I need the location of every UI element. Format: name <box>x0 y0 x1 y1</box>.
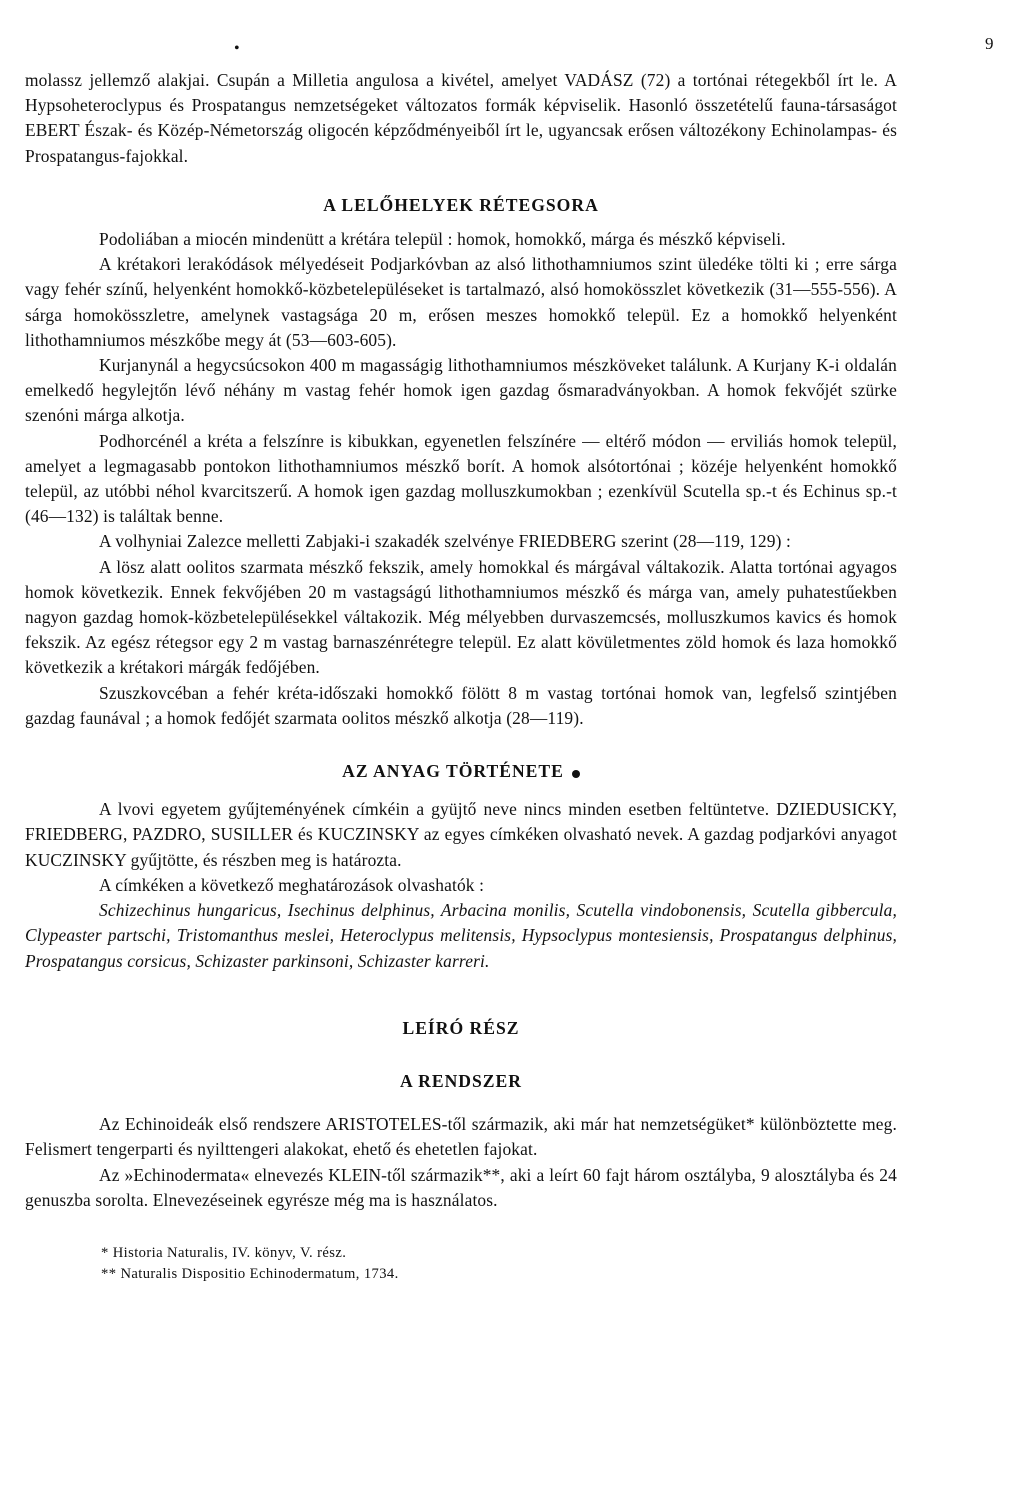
section-heading-retegsora: A LELŐHELYEK RÉTEGSORA <box>323 194 599 215</box>
paragraph: A volhyniai Zalezce melletti Zabjaki-i szakadék szelvénye FRIEDBERG szerint (28—119, 129) : <box>99 531 792 552</box>
section-heading-a-rendszer: A RENDSZER <box>400 1070 522 1091</box>
page-body <box>25 68 897 1285</box>
section-heading-anyag-tortenete <box>25 759 897 784</box>
top-mark: • <box>234 40 240 57</box>
footnote: * Historia Naturalis, IV. könyv, V. rész. <box>101 1244 347 1261</box>
bullet-dot <box>572 770 580 778</box>
paragraph: Podhorcénél a kréta a felszínre is kibukkan, egyenetlen felszínére — eltérő módon — erviliás homok települ, amelyet a legmagasabb pontokon lithothamniumos mészkő borít. A homok alsótortónai ; közéje helyenként homokkő települ, az utóbbi néhol kvarcitszerű. A homok igen gazdag molluszkumokban ; ezenkívül Scutella sp.-t és Echinus sp.-t (46—132) is találtak benne. <box>25 430 897 527</box>
footnotes <box>101 1243 897 1285</box>
paragraph: Az Echinoideák első rendszere ARISTOTELES-től származik, aki már hat nemzetségüket* különböztette meg. Felismert tengerparti és nyilttengeri alakokat, ehető és ehetetlen fajokat. <box>25 1114 897 1160</box>
footnote: ** Naturalis Dispositio Echinodermatum, 1734. <box>101 1265 399 1282</box>
section-heading-text: AZ ANYAG TÖRTÉNETE <box>342 761 564 782</box>
paragraph: Kurjanynál a hegycsúcsokon 400 m magasságig lithothamniumos mészköveket találunk. A Kurjany K-i oldalán emelkedő hegylejtőn lévő néhány m vastag fehér homok igen gazdag ősmaradványokban. A homok fekvőjét szürke szenóni márga alkotja. <box>25 355 897 426</box>
paragraph: Podoliában a miocén mindenütt a krétára települ : homok, homokkő, márga és mészkő képviseli. <box>99 229 786 250</box>
paragraph: A címkéken a következő meghatározások olvashatók : <box>99 874 485 895</box>
paragraph: Az »Echinodermata« elnevezés KLEIN-től származik**, aki a leírt 60 fajt három osztályba, 9 alosztályba és 24 genuszba sorolta. Elnevezéseinek egyrésze még ma is használatos. <box>25 1164 897 1210</box>
species-list: Schizechinus hungaricus, Isechinus delphinus, Arbacina monilis, Scutella vindobonensis, Scutella gibbercula, Clypeaster partschi, Tristomanthus meslei, Heteroclypus melitensis, Hypsoclypus montesiensis, Prospatangus delphinus, Prospatangus corsicus, Schizaster parkinsoni, Schizaster karreri. <box>25 900 897 971</box>
paragraph: A lvovi egyetem gyűjteményének címkéin a gyüjtő neve nincs minden esetben feltüntetve. DZIEDUSICKY, FRIEDBERG, PAZDRO, SUSILLER és KUCZINSKY az egyes címkéken olvasható nevek. A gazdag podjarkóvi anyagot KUCZINSKY gyűjtötte, és részben meg is határozta. <box>25 799 897 870</box>
section-heading-leiro-resz: LEÍRÓ RÉSZ <box>402 1017 520 1038</box>
page-number: 9 <box>985 34 994 53</box>
paragraph: A krétakori lerakódások mélyedéseit Podjarkóvban az alsó lithothamniumos szint üledéke tölti ki ; erre sárga vagy fehér színű, helyenként homokkő-közbetelepüléseket is tartalmazó, alsó homokösszlet következik (31—555-556). A sárga homokösszletre, amelynek vastagsága 20 m, erősen meszes homokkő települ. Ez a homokkő helyenként lithothamniumos mészkőbe megy át (53—603-605). <box>25 254 897 350</box>
paragraph: Szuszkovcéban a fehér kréta-időszaki homokkő fölött 8 m vastag tortónai homok van, legfelső szintjében gazdag faunával ; a homok fedőjét szarmata oolitos mészkő alkotja (28—119). <box>25 682 897 728</box>
paragraph: A lösz alatt oolitos szarmata mészkő fekszik, amely homokkal és márgával váltakozik. Alatta tortónai agyagos homok következik. Ennek fekvőjében 20 m vastagságú lithothamniumos mészkő és márga van, amely puhatestűekben nagyon gazdag homok-közbetelepülésekkel váltakozik. Még mélyebben durvaszemcsés, molluszkumos kavics és homok fekszik. Az egész rétegsor egy 2 m vastag barnaszénrétegre települ. Ez alatt kövületmentes zöld homok és laza homokkő következik a krétakori márgák fedőjében. <box>25 556 897 678</box>
paragraph: molassz jellemző alakjai. Csupán a Milletia angulosa a kivétel, amelyet VADÁSZ (72) a tortónai rétegekből írt le. A Hypsoheteroclypus és Prospatangus nemzetségeket változatos formák képviselik. Hasonló összetételű fauna-társaságot EBERT Észak- és Közép-Németország oligocén képződményeiből írt le, ugyancsak erősen változékony Echinolampas- és Prospatangus-fajokkal. <box>25 70 897 166</box>
